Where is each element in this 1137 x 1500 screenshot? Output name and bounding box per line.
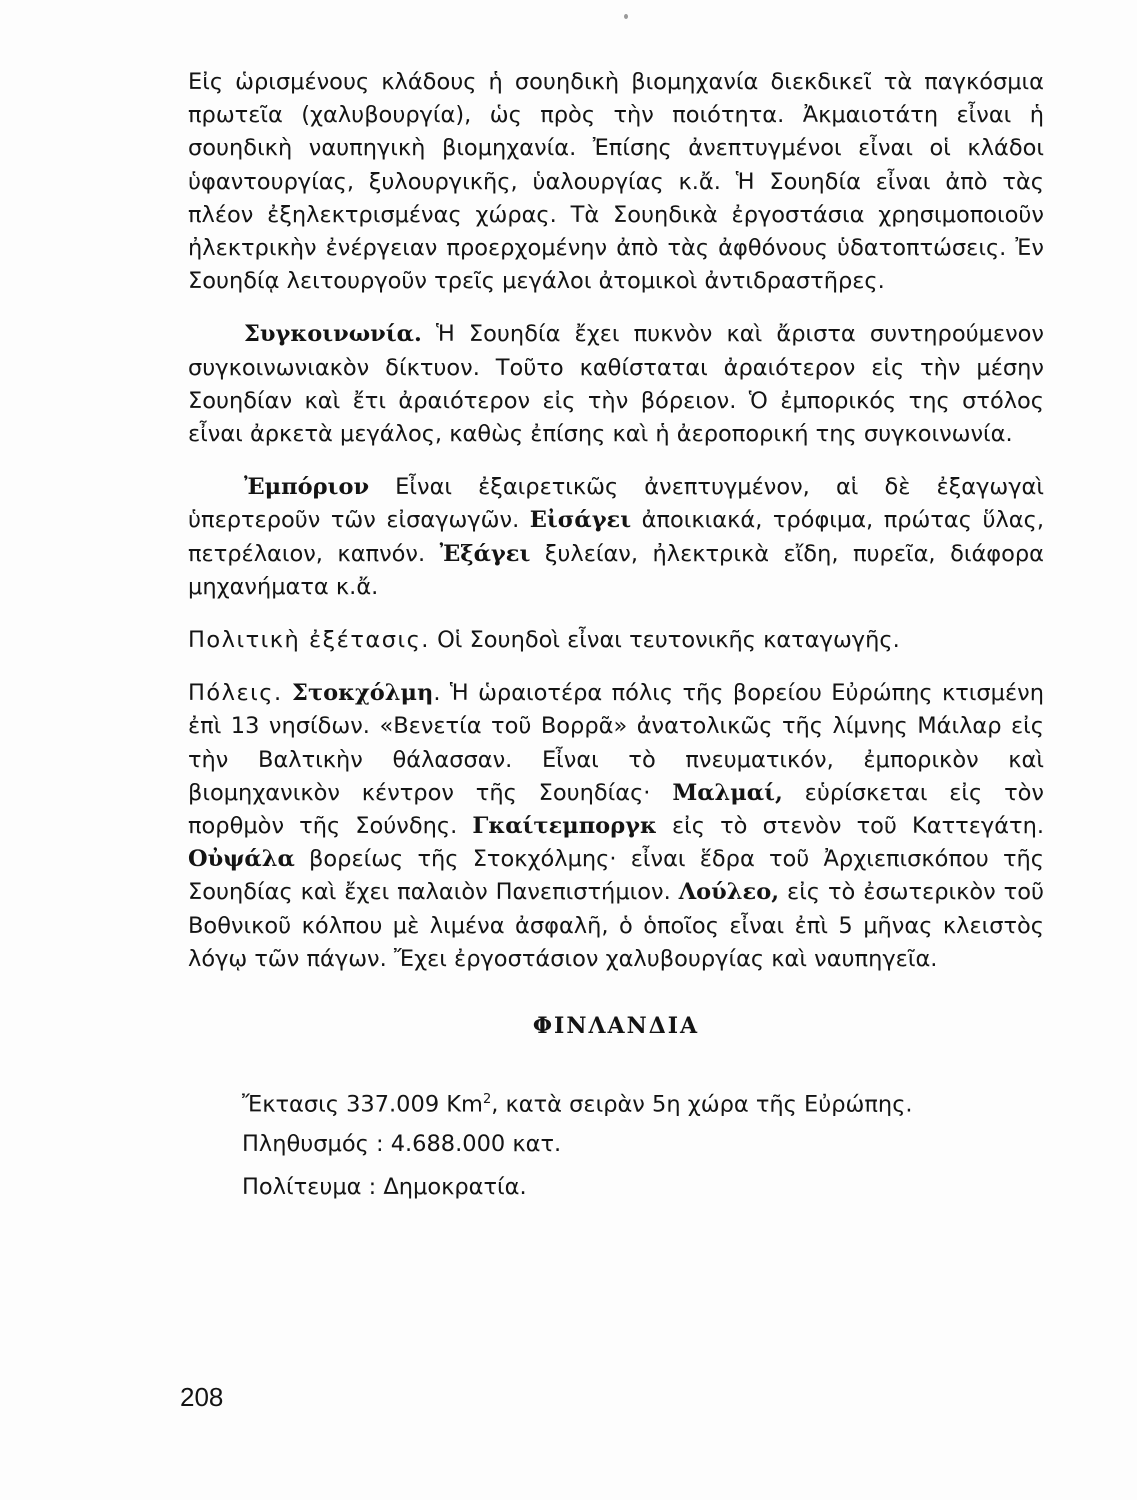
industry-paragraph: Εἰς ὡρισμένους κλάδους ἡ σουηδικὴ βιομηχανία διεκδικεῖ τὰ παγκόσμια πρωτεῖα (χαλυβουργία), ὡς πρὸς τὴν ποιότητα. Ἀκμαιοτάτη εἶναι ἡ σουηδικὴ ναυπηγικὴ βιομηχανία. Ἐπίσης ἀνεπτυγμένοι εἶναι οἱ κλάδοι ὑφαντουργίας, ξυλουργικῆς, ὑαλουργίας κ.ἄ. Ἡ Σουηδία εἶναι ἀπὸ τὰς πλέον ἐξηλεκτρισμένας χώρας. Τὰ Σουηδικὰ ἐργοστάσια χρησιμοποιοῦν ἠλεκτρικὴν ἐνέργειαν προερχομένην ἀπὸ τὰς ἀφθόνους ὑδατοπτώσεις. Ἐν Σουηδίᾳ λειτουργοῦν τρεῖς μεγάλοι ἀτομικοὶ ἀντιδραστῆρες. [188, 69, 1044, 295]
finland-title: ΦΙΝΛΑΝΔΙΑ [532, 1013, 700, 1040]
communications-paragraph [188, 318, 1044, 451]
city-uppsala: Οὐψάλα [188, 846, 295, 873]
finland-area-superscript: 2 [482, 1092, 492, 1108]
politics-heading: Πολιτικὴ ἐξέτασις. [188, 627, 430, 654]
cities-heading: Πόλεις. [188, 680, 283, 707]
cities-text-4: βορείως τῆς Στοκχόλμης· εἶναι ἕδρα τοῦ Ἀρχιεπισκόπου τῆς Σουηδίας καὶ ἔχει παλαιὸν Πανεπιστήμιον. [188, 846, 1044, 906]
city-gothenburg: Γκαίτεμποργκ [472, 813, 657, 840]
finland-area [242, 1083, 1044, 1122]
communications-text: Ἡ Σουηδία ἔχει πυκνὸν καὶ ἄριστα συντηρούμενον συγκοινωνιακὸν δίκτυον. Τοῦτο καθίσταται ἀραιότερον εἰς τὴν μέσην Σουηδίαν καὶ ἔτι ἀραιότερον εἰς τὴν βόρειον. Ὁ ἐμπορικός της στόλος εἶναι ἀρκετὰ μεγάλος, καθὼς ἐπίσης καὶ ἡ ἀεροπορική της συγκοινωνία. [188, 321, 1044, 448]
city-malmo: Μαλμαί, [672, 779, 783, 806]
politics-paragraph [188, 624, 1044, 657]
imports-label: Εἰσάγει [529, 507, 632, 534]
politics-text: Οἱ Σουηδοὶ εἶναι τευτονικῆς καταγωγῆς. [429, 627, 900, 654]
cities-text-5: εἰς τὸ ἐσωτερικὸν τοῦ Βοθνικοῦ κόλπου μὲ λιμένα ἀσφαλῆ, ὁ ὁποῖος εἶναι ἐπὶ 5 μῆνας κλειστὸς λόγῳ τῶν πάγων. Ἔχει ἐργοστάσιον χαλυβουργίας καὶ ναυπηγεῖα. [188, 879, 1044, 972]
cities-text-2: εὑρίσκεται εἰς τὸν πορθμὸν τῆς Σούνδης. [188, 779, 1044, 840]
page-number: 208 [180, 1382, 224, 1412]
city-stockholm: Στοκχόλμη [292, 680, 434, 707]
finland-government: Πολίτευμα : Δημοκρατία. [242, 1174, 527, 1201]
cities-text-1: . Ἡ ὡραιοτέρα πόλις τῆς βορείου Εὐρώπης κτισμένη ἐπὶ 13 νησίδων. «Βενετία τοῦ Βορρᾶ» ἀνατολικῶς τῆς λίμνης Μάιλαρ εἰς τὴν Βαλτικὴν θάλασσαν. Εἶναι τὸ πνευματικόν, ἐμπορικὸν καὶ βιομηχανικὸν κέντρον τῆς Σουηδίας· [188, 680, 1044, 806]
finland-population: Πληθυσμός : 4.688.000 κατ. [242, 1130, 562, 1157]
trade-heading: Ἐμπόριον [244, 474, 370, 501]
cities-paragraph [188, 677, 1044, 976]
finland-facts [242, 1083, 1044, 1204]
cities-text-3: εἰς τὸ στενὸν τοῦ Καττεγάτη. [656, 813, 1044, 840]
finland-area-rest: , κατὰ σειρὰν 5η χώρα τῆς Εὐρώπης. [491, 1091, 913, 1118]
city-lulea: Λούλεο, [678, 879, 780, 906]
trade-text-1: Εἶναι ἐξαιρετικῶς ἀνεπτυγμένον, αἱ δὲ ἐξαγωγαὶ ὑπερτεροῦν τῶν εἰσαγωγῶν. [188, 474, 1044, 534]
finland-area-label: Ἔκτασις 337.009 Km [242, 1091, 483, 1118]
trade-text-3: ξυλείαν, ἠλεκτρικὰ εἴδη, πυρεῖα, διάφορα μηχανήματα κ.ἄ. [188, 540, 1044, 600]
scan-speck [624, 14, 628, 19]
trade-paragraph [188, 471, 1044, 604]
trade-text-2: ἀποικιακά, τρόφιμα, πρώτας ὕλας, πετρέλαιον, καπνόν. [188, 507, 1044, 567]
communications-heading: Συγκοινωνία. [244, 321, 422, 348]
text-block [188, 66, 1044, 1204]
exports-label: Ἐξάγει [439, 540, 531, 567]
